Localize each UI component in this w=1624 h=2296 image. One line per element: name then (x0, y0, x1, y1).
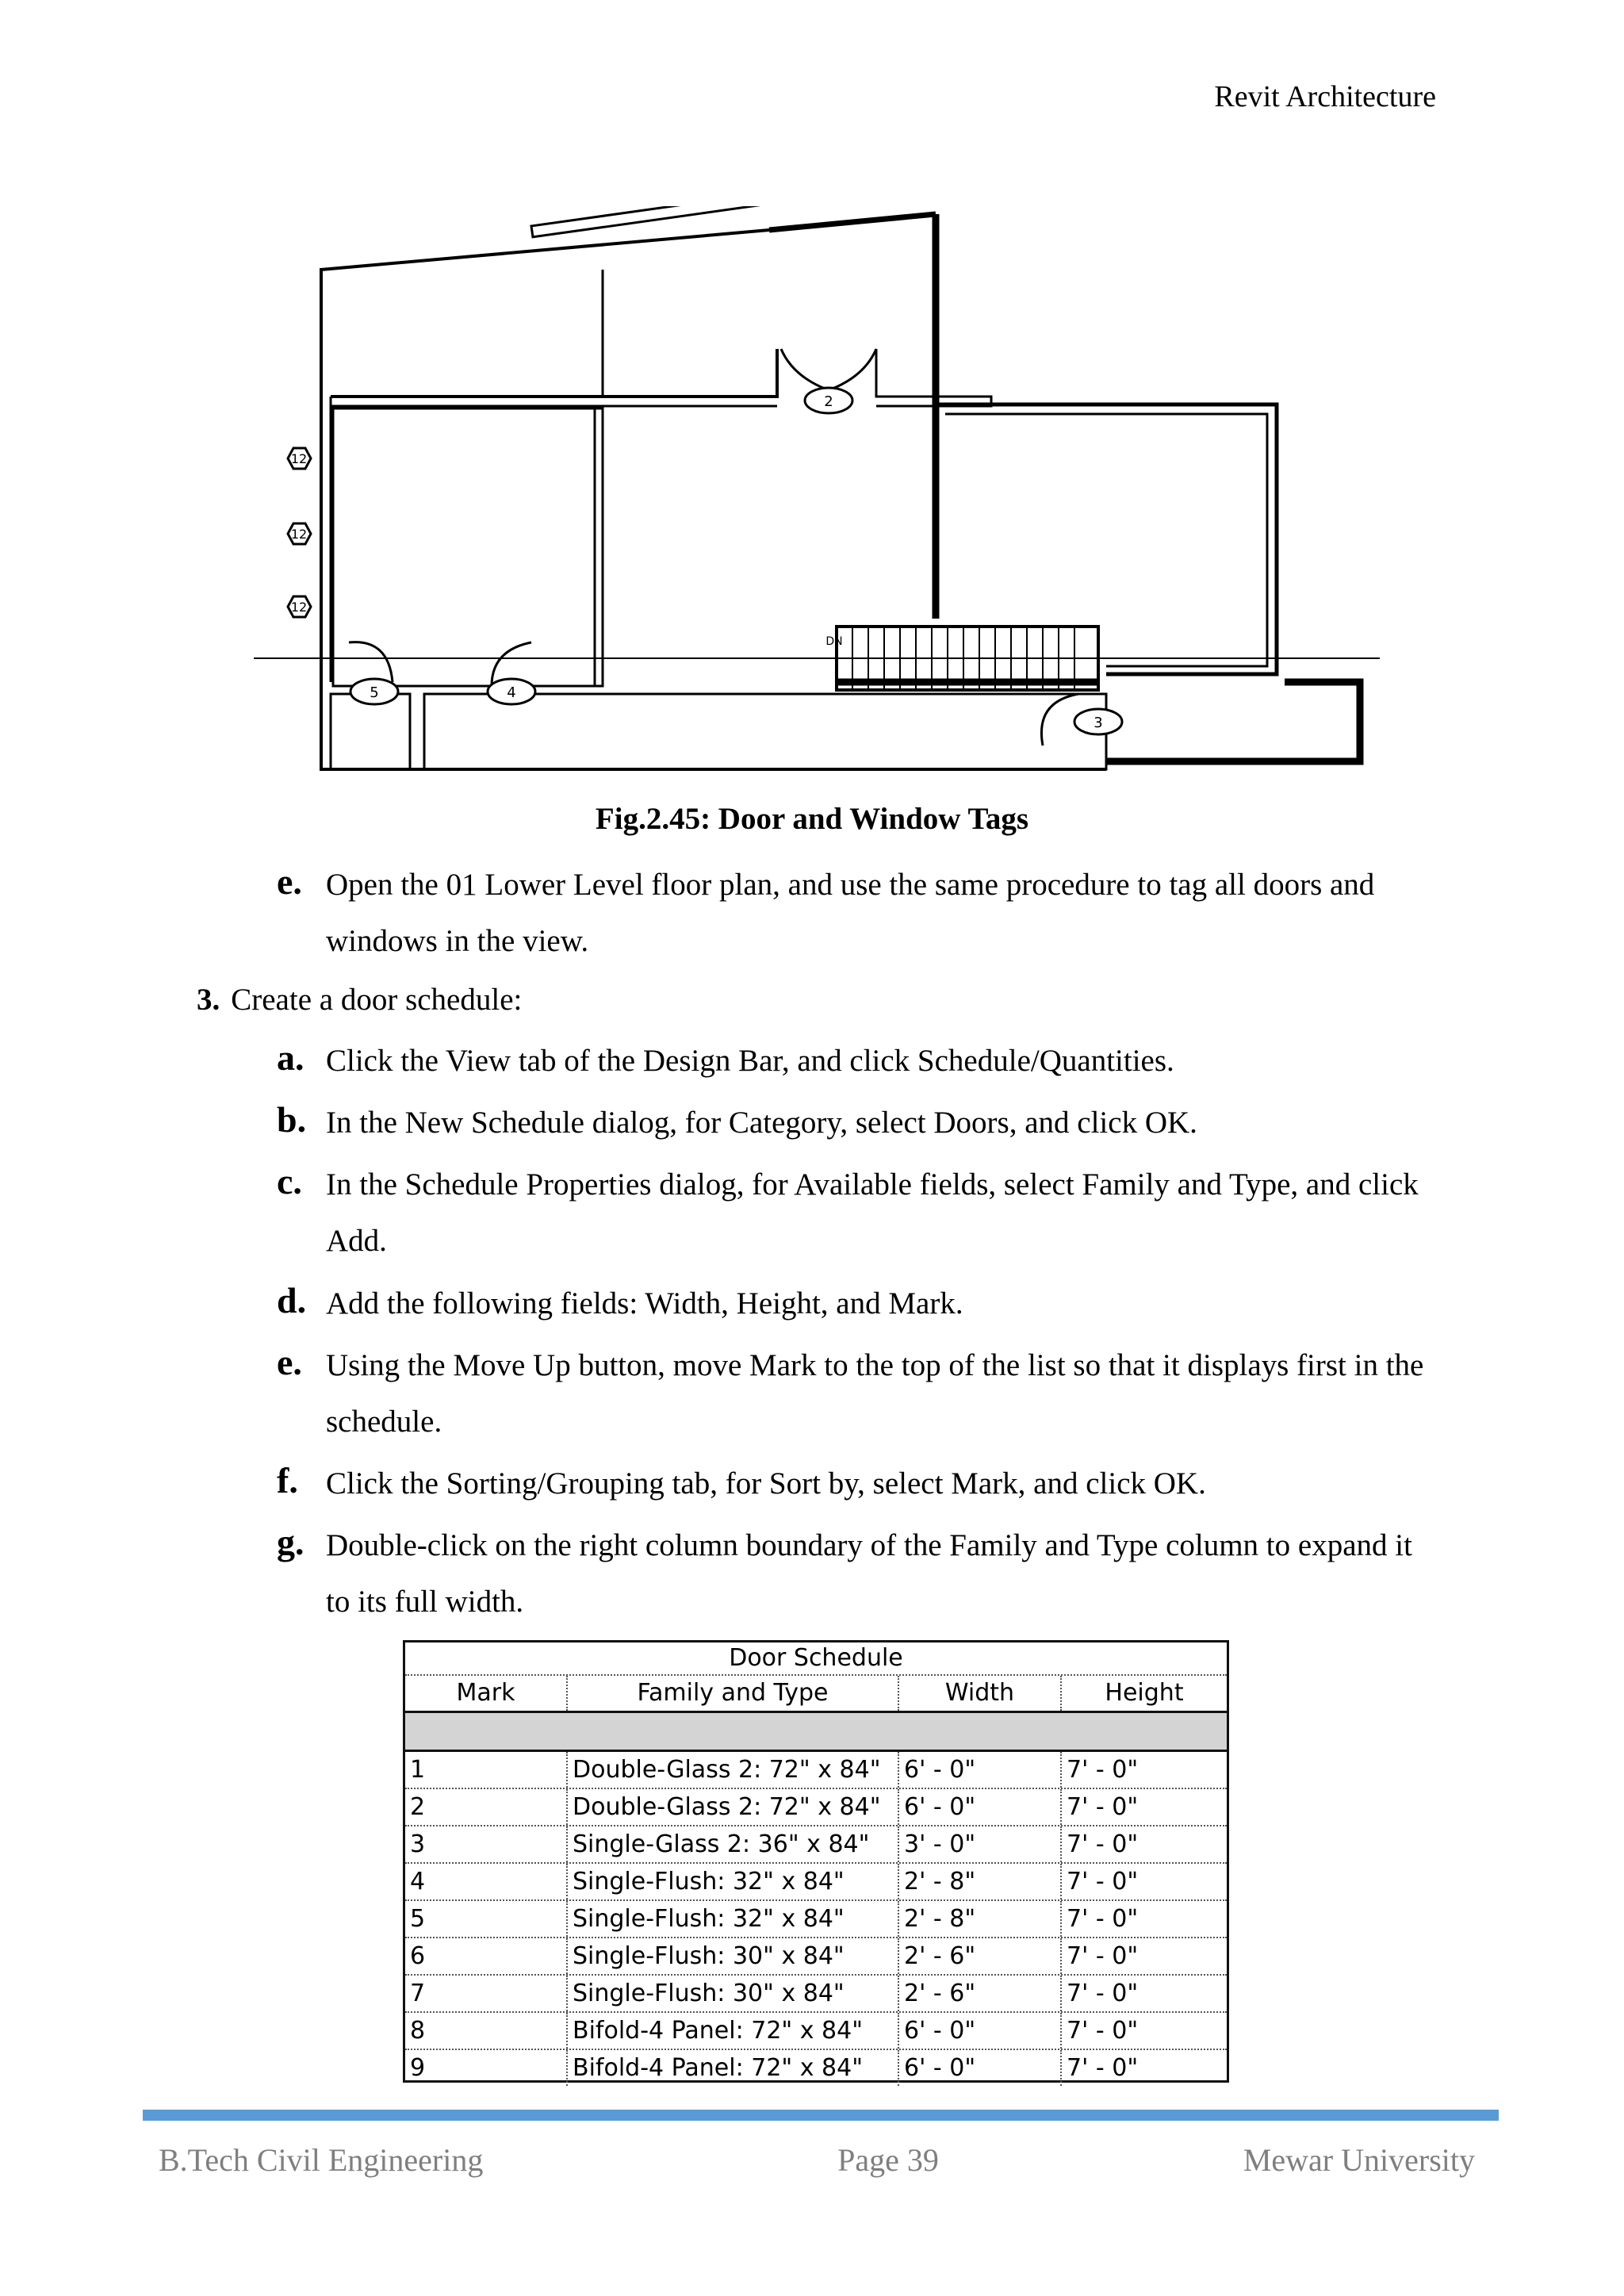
cell-height: 7' - 0" (1067, 1868, 1139, 1895)
cell-family-type: Single-Flush: 32" x 84" (568, 1864, 899, 1899)
step-text: In the Schedule Properties dialog, for Available fields, select Family and Type, and click Add. (326, 1167, 1419, 1258)
cell-family-type: Single-Flush: 30" x 84" (568, 1938, 899, 1974)
column-header[interactable]: Width (899, 1676, 1062, 1711)
schedule-body (405, 1752, 1227, 2086)
door-5-swing (349, 642, 393, 682)
step-letter: d. (277, 1280, 307, 1320)
cell-family-type: Single-Flush: 30" x 84" (568, 1976, 899, 2011)
step-text: Click the View tab of the Design Bar, and click Schedule/Quantities. (326, 1044, 1174, 1078)
cell-family-type: Bifold-4 Panel: 72" x 84" (568, 2050, 899, 2086)
footer-course: B.Tech Civil Engineering (159, 2142, 484, 2178)
table-row[interactable] (405, 2050, 1227, 2086)
column-header[interactable]: Family and Type (568, 1676, 899, 1711)
cell-width: 2' - 8" (899, 1864, 1062, 1899)
step-text: Open the 01 Lower Level floor plan, and use the same procedure to tag all doors and windows in the view. (326, 868, 1375, 958)
door-2-swing (781, 349, 876, 390)
step-text: Using the Move Up button, move Mark to the top of the list so that it displays first in the schedule. (326, 1348, 1424, 1439)
window-tag: 12 (290, 527, 308, 542)
schedule-header-row (405, 1676, 1227, 1713)
door-3-swing (1041, 694, 1078, 746)
cell-mark: 1 (405, 1752, 568, 1788)
step-letter: f. (277, 1460, 298, 1501)
cell-mark: 6 (405, 1938, 568, 1974)
column-header[interactable]: Height (1105, 1679, 1184, 1707)
cell-mark: 5 (405, 1901, 568, 1937)
cell-mark: 8 (405, 2013, 568, 2049)
cell-width: 6' - 0" (899, 2013, 1062, 2049)
cell-mark: 9 (405, 2050, 568, 2086)
cell-width: 2' - 6" (899, 1976, 1062, 2011)
step-text: Add the following fields: Width, Height, and Mark. (326, 1286, 963, 1320)
cell-height: 7' - 0" (1067, 2054, 1139, 2082)
cell-height: 7' - 0" (1067, 2017, 1139, 2045)
table-row[interactable] (405, 1938, 1227, 1976)
door-tag-4: 4 (507, 684, 516, 701)
stair-landing-wall (1106, 682, 1360, 761)
step-letter: e. (277, 861, 302, 902)
schedule-header-gap (405, 1713, 1227, 1752)
table-row[interactable] (405, 1752, 1227, 1789)
step-letter: b. (277, 1099, 307, 1140)
running-header: Revit Architecture (1214, 80, 1436, 113)
door-tag-2: 2 (824, 393, 833, 410)
cell-family-type: Single-Glass 2: 36" x 84" (568, 1826, 899, 1862)
table-row[interactable] (405, 1826, 1227, 1864)
cell-width: 2' - 6" (899, 1938, 1062, 1974)
step-letter: c. (277, 1161, 302, 1202)
step-letter: e. (277, 1342, 302, 1382)
footer-divider (143, 2110, 1499, 2121)
cell-width: 2' - 8" (899, 1901, 1062, 1937)
figure-caption: Fig.2.45: Door and Window Tags (595, 802, 1029, 836)
step-text: Double-click on the right column boundary of the Family and Type column to expand it to its full width. (326, 1528, 1412, 1619)
window-tag: 12 (290, 600, 308, 615)
top-wall (331, 349, 777, 397)
cell-width: 6' - 0" (899, 2050, 1062, 2086)
step-text: Create a door schedule: (231, 983, 523, 1017)
stair-label: DN (825, 635, 843, 648)
column-header[interactable]: Mark (405, 1676, 568, 1711)
table-row[interactable] (405, 1976, 1227, 2013)
door-tag-5: 5 (370, 684, 379, 701)
door-schedule-table (403, 1640, 1229, 2083)
cell-height: 7' - 0" (1067, 1942, 1139, 1970)
cell-height: 7' - 0" (1067, 1830, 1139, 1858)
door-tag-3: 3 (1094, 715, 1103, 731)
footer-university: Mewar University (1243, 2142, 1475, 2178)
step-text: In the New Schedule dialog, for Category, select Doors, and click OK. (326, 1106, 1197, 1140)
floor-plan-drawing (254, 206, 1380, 777)
step-letter: g. (277, 1522, 304, 1562)
step-number: 3. (197, 983, 220, 1017)
step-letter: a. (277, 1037, 304, 1078)
schedule-title: Door Schedule (405, 1642, 1227, 1676)
cell-family-type: Double-Glass 2: 72" x 84" (568, 1789, 899, 1825)
cell-mark: 4 (405, 1864, 568, 1899)
cell-width: 6' - 0" (899, 1789, 1062, 1825)
cell-family-type: Double-Glass 2: 72" x 84" (568, 1752, 899, 1788)
cell-height: 7' - 0" (1067, 1905, 1139, 1933)
table-row[interactable] (405, 1901, 1227, 1938)
table-row[interactable] (405, 1864, 1227, 1901)
floor-plan-figure (254, 206, 1380, 777)
footer-page-number: Page 39 (837, 2142, 939, 2178)
right-wing-wall (936, 404, 1277, 674)
cell-height: 7' - 0" (1067, 1793, 1139, 1821)
cell-family-type: Single-Flush: 32" x 84" (568, 1901, 899, 1937)
cell-mark: 3 (405, 1826, 568, 1862)
table-row[interactable] (405, 1789, 1227, 1826)
step-text: Click the Sorting/Grouping tab, for Sort by, select Mark, and click OK. (326, 1466, 1206, 1501)
window-tag: 12 (290, 451, 308, 466)
cell-height: 7' - 0" (1067, 1980, 1139, 2007)
left-wall (321, 337, 1106, 769)
cell-width: 3' - 0" (899, 1826, 1062, 1862)
roof-line (321, 230, 769, 337)
cell-mark: 2 (405, 1789, 568, 1825)
cell-family-type: Bifold-4 Panel: 72" x 84" (568, 2013, 899, 2049)
cell-height: 7' - 0" (1067, 1756, 1139, 1784)
step-3-create-door-schedule (197, 972, 522, 1028)
room-left (333, 408, 603, 686)
cell-width: 6' - 0" (899, 1752, 1062, 1788)
table-row[interactable] (405, 2013, 1227, 2050)
cell-mark: 7 (405, 1976, 568, 2011)
